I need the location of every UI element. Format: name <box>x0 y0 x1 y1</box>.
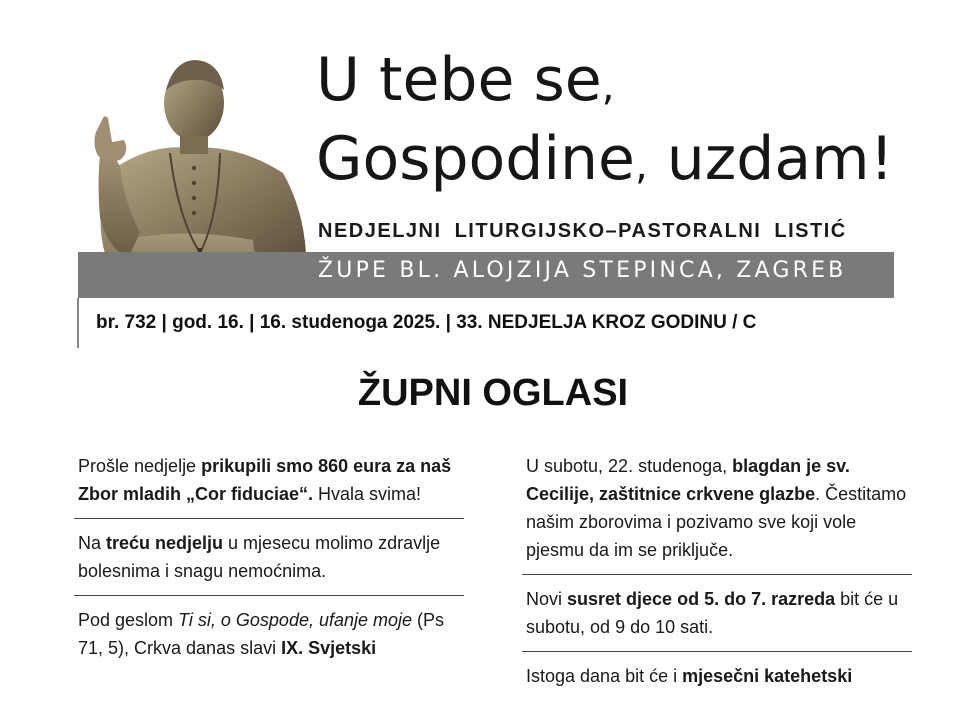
section-title: ŽUPNI OGLASI <box>357 372 629 414</box>
notice-bold: blagdan je sv. Cecilije, zaštitnice crkvene glazbe <box>526 456 850 504</box>
bulletin-title <box>316 44 894 202</box>
notice-bold: mjesečni katehetski <box>682 666 853 686</box>
notice-item <box>74 529 464 596</box>
notice-bold: IX. Svjetski <box>281 638 377 658</box>
issue-info: br. 732 | god. 16. | 16. studenoga 2025. | 33. NEDJELJA KROZ GODINU / C <box>96 312 757 333</box>
notice-text: Prošle nedjelje <box>78 456 202 476</box>
notice-text: . Čestitamo našim zborovima i pozivamo sve koji vole pjesmu da im se priključe. <box>526 484 907 560</box>
parish-name: ŽUPE BL. ALOJZIJA STEPINCA, ZAGREB <box>318 258 847 283</box>
notice-item <box>522 585 912 652</box>
right-column <box>522 452 912 710</box>
notice-text: (Ps 71, 5), Crkva danas slavi <box>78 610 445 658</box>
left-column <box>74 452 464 682</box>
notice-item <box>74 606 464 672</box>
notice-bold: prikupili smo 860 eura za naš Zbor mladih „Cor fiduciae“. <box>78 456 452 504</box>
notice-text: U subotu, 22. studenoga, <box>526 456 733 476</box>
notice-text: Pod geslom <box>78 610 179 630</box>
notice-text: Istoga dana bit će i <box>526 666 683 686</box>
notice-item <box>522 452 912 575</box>
notice-bold: susret djece od 5. do 7. razreda <box>567 589 836 609</box>
title-line-2: Gospodine <box>316 124 635 194</box>
title-line-1: U tebe se <box>316 45 602 115</box>
notice-text: u mjesecu molimo zdravlje bolesnima i snagu nemoćnima. <box>78 533 441 581</box>
title-line-2-end: uzdam! <box>647 124 894 194</box>
notice-item <box>74 452 464 519</box>
notice-text: Na <box>78 533 107 553</box>
notice-text: Hvala svima! <box>313 484 422 504</box>
notice-bold: treću nedjelju <box>106 533 224 553</box>
notice-item <box>522 662 912 700</box>
title-comma-1: , <box>601 64 615 110</box>
title-comma-2: , <box>634 143 648 189</box>
notice-text: bit će u subotu, od 9 do 10 sati. <box>526 589 899 637</box>
bulletin-subtitle: NEDJELJNI LITURGIJSKO–PASTORALNI LISTIĆ <box>318 220 847 242</box>
notice-text: Novi <box>526 589 568 609</box>
notice-italic: Ti si, o Gospode, ufanje moje <box>178 610 413 630</box>
issue-divider <box>77 298 79 348</box>
